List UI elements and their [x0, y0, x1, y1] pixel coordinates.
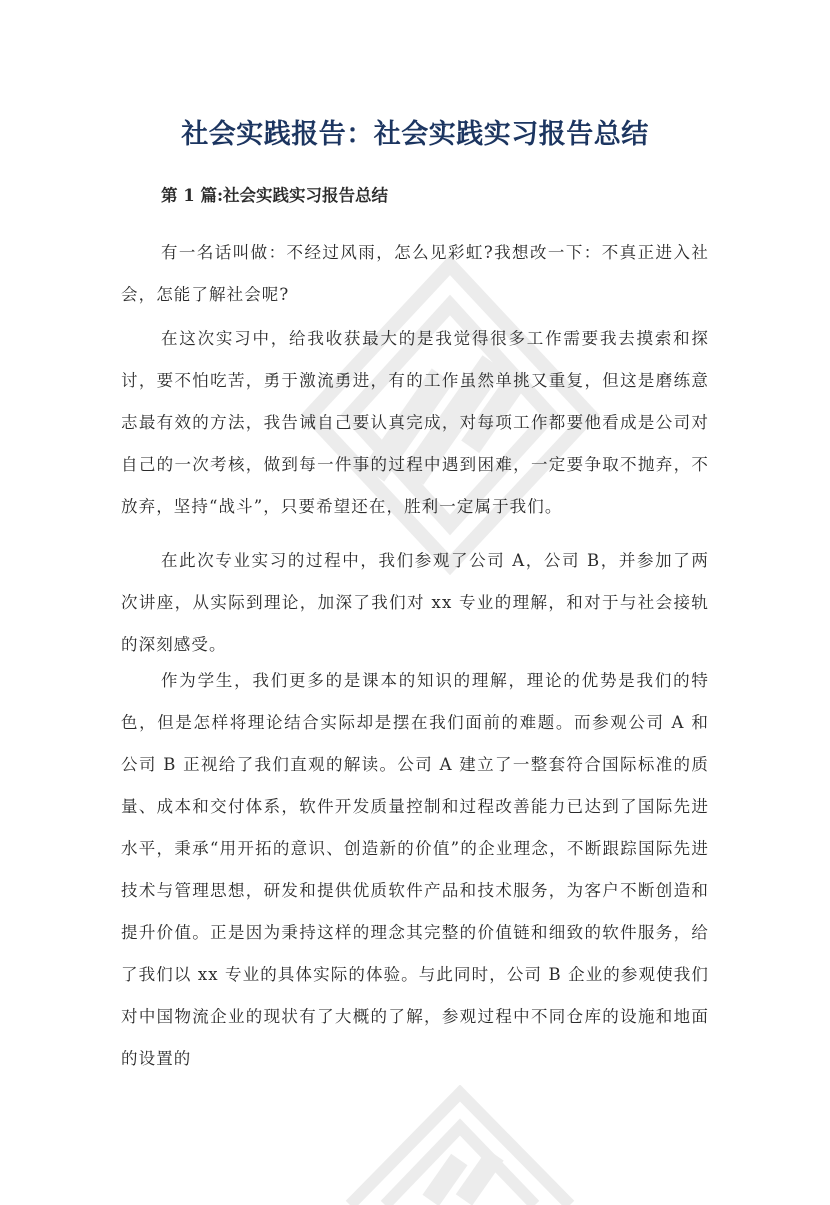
section-heading: 第 1 篇:社会实践实习报告总结	[161, 186, 389, 205]
paragraph: 在此次专业实习的过程中，我们参观了公司 A，公司 B，并参加了两次讲座，从实际到理论，加深了我们对 xx 专业的理解，和对于与社会接轨的深刻感受。	[121, 551, 709, 654]
watermark-icon	[340, 1085, 580, 1205]
paragraph: 在这次实习中，给我收获最大的是我觉得很多工作需要我去摸索和探讨，要不怕吃苦，勇于激流勇进，有的工作虽然单挑又重复，但这是磨练意志最有效的方法，我告诫自己要认真完成，对每项工作都要他看成是公司对自己的一次考核，做到每一件事的过程中遇到困难，一定要争取不抛弃，不放弃，坚持“战斗”，只要希望还在，胜利一定属于我们。	[121, 329, 709, 516]
document-title: 社会实践报告：社会实践实习报告总结	[181, 119, 649, 150]
paragraph: 作为学生，我们更多的是课本的知识的理解，理论的优势是我们的特色，但是怎样将理论结合实际却是摆在我们面前的难题。而参观公司 A 和公司 B 正视给了我们直观的解读。公司 A 建立了一整套符合国际标准的质量、成本和交付体系，软件开发质量控制和过程改善能力已达到了国际先进水平，秉承“用开拓的意识、创造新的价值”的企业理念，不断跟踪国际先进技术与管理思想，研发和提供优质软件产品和技术服务，为客户不断创造和提升价值。正是因为秉持这样的理念其完整的价值链和细致的软件服务，给了我们以 xx 专业的具体实际的体验。与此同时，公司 B 企业的参观使我们对中国物流企业的现状有了大概的了解，参观过程中不同仓库的设施和地面的设置的	[121, 671, 709, 1068]
paragraph: 有一名话叫做：不经过风雨，怎么见彩虹?我想改一下：不真正进入社会，怎能了解社会呢?	[121, 243, 709, 304]
